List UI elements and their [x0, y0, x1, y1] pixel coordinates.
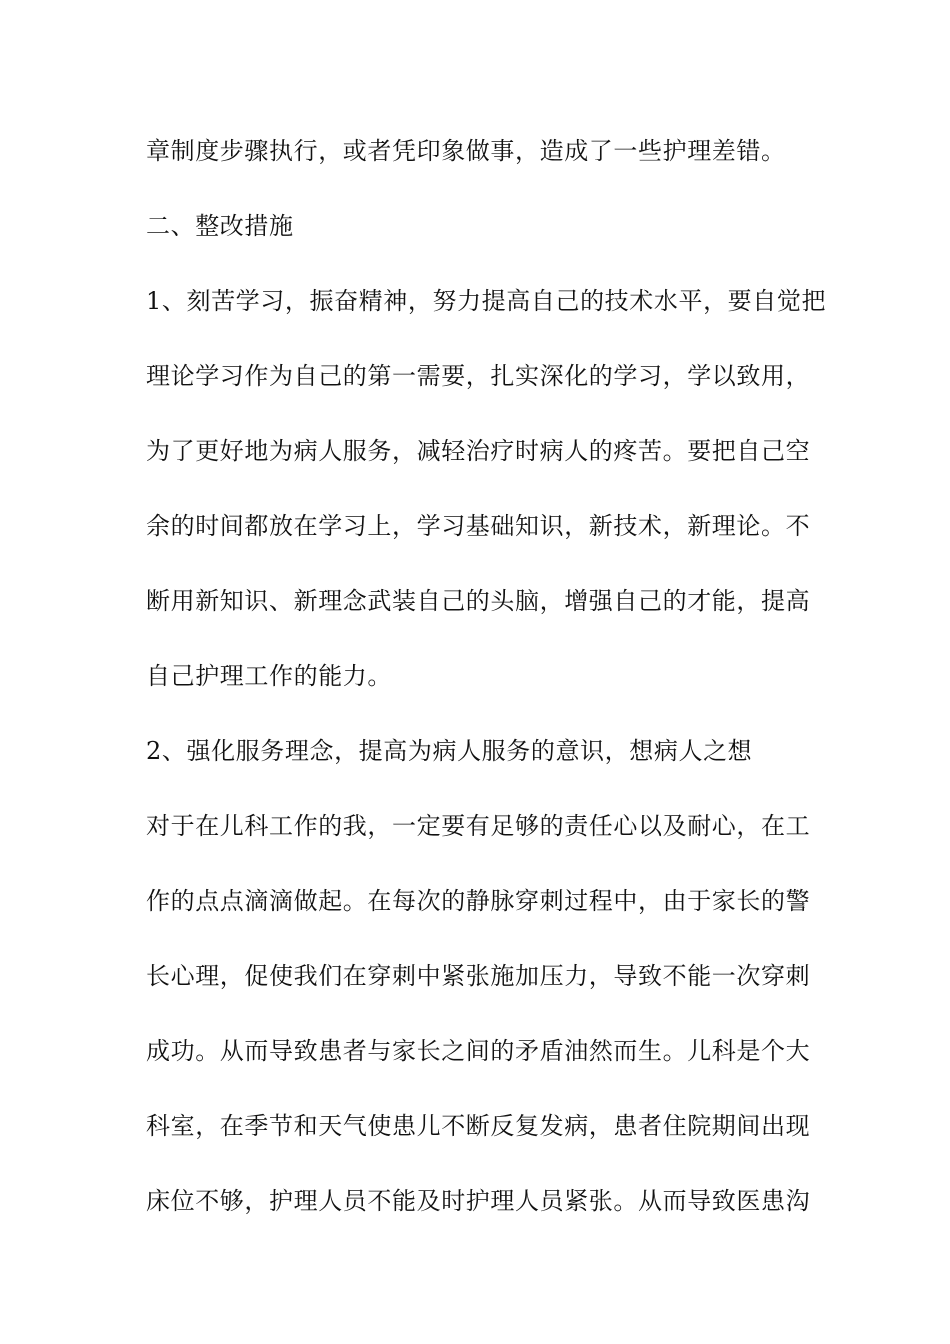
text-line-8: 自己护理工作的能力。 [146, 662, 392, 690]
text-line-15: 床位不够，护理人员不能及时护理人员紧张。从而导致医患沟 [146, 1187, 811, 1215]
text-line-10: 对于在儿科工作的我，一定要有足够的责任心以及耐心，在工 [146, 812, 811, 840]
section-heading: 二、整改措施 [146, 212, 294, 240]
text-line-4: 理论学习作为自己的第一需要，扎实深化的学习，学以致用， [146, 362, 811, 390]
text-line-7: 断用新知识、新理念武装自己的头脑，增强自己的才能，提高 [146, 587, 811, 615]
text-line-12: 长心理，促使我们在穿刺中紧张施加压力，导致不能一次穿刺 [146, 962, 811, 990]
text-line-9: 2、强化服务理念，提高为病人服务的意识，想病人之想 [146, 737, 753, 765]
text-line-14: 科室，在季节和天气使患儿不断反复发病，患者住院期间出现 [146, 1112, 811, 1140]
text-line-13: 成功。从而导致患者与家长之间的矛盾油然而生。儿科是个大 [146, 1037, 811, 1065]
text-line-11: 作的点点滴滴做起。在每次的静脉穿刺过程中，由于家长的警 [146, 887, 811, 915]
text-line-6: 余的时间都放在学习上，学习基础知识，新技术，新理论。不 [146, 512, 811, 540]
text-line-5: 为了更好地为病人服务，减轻治疗时病人的疼苦。要把自己空 [146, 437, 811, 465]
text-line-3: 1、刻苦学习，振奋精神，努力提高自己的技术水平，要自觉把 [146, 287, 827, 315]
text-line-1: 章制度步骤执行，或者凭印象做事，造成了一些护理差错。 [146, 137, 786, 165]
